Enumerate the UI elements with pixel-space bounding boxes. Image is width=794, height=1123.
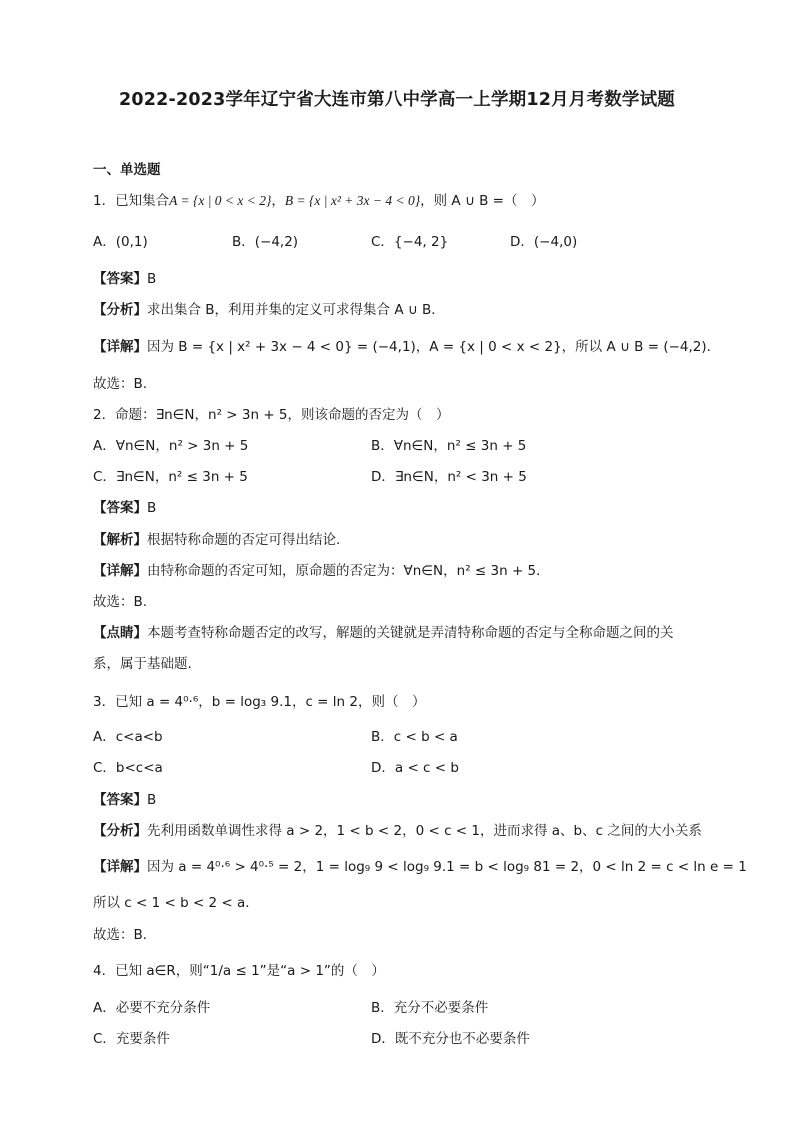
q1-analysis xyxy=(93,300,445,320)
q3-option-a: A．c<a<b xyxy=(93,729,163,745)
q1-detail-text: 因为 B = {x | x² + 3x − 4 < 0} = (−4,1)，A = {x | 0 < x < 2}，所以 A ∪ B = (−4,2)． xyxy=(147,339,721,355)
q2-analysis xyxy=(93,530,340,550)
q1-option-a: A．(0,1) xyxy=(93,234,148,250)
q2-analysis-text: 根据特称命题的否定可得出结论. xyxy=(147,532,341,548)
q3-stem: 3．已知 a = 4⁰·⁶，b = log₃ 9.1，c = ln 2，则（ ） xyxy=(93,694,426,710)
answer-tag: 【答案】 xyxy=(93,792,147,808)
detail-tag: 【详解】 xyxy=(93,563,147,579)
q3-option-d: D．a < c < b xyxy=(371,760,459,776)
q3-conclusion: 所以 c < 1 < b < 2 < a． xyxy=(93,895,259,911)
analysis-tag: 【分析】 xyxy=(93,302,147,318)
q1-stem xyxy=(93,191,545,211)
q1-set-a: A = {x | 0 < x < 2} xyxy=(169,193,272,208)
q2-detail-text: 由特称命题的否定可知，原命题的否定为：∀n∈N，n² ≤ 3n + 5． xyxy=(147,563,550,579)
q2-answer xyxy=(93,498,156,518)
q4-option-c: C．充要条件 xyxy=(93,1031,170,1047)
q2-comment xyxy=(93,623,674,643)
q4-option-d: D．既不充分也不必要条件 xyxy=(371,1031,530,1047)
answer-tag: 【答案】 xyxy=(93,500,147,516)
q1-stem-prefix: 1．已知集合 xyxy=(93,193,170,209)
q2-choice: 故选：B. xyxy=(93,594,148,610)
q2-stem: 2．命题：∃n∈N，n² > 3n + 5，则该命题的否定为（ ） xyxy=(93,407,450,423)
document-title: 2022-2023学年辽宁省大连市第八中学高一上学期12月月考数学试题 xyxy=(118,90,676,110)
q1-analysis-text: 求出集合 B，利用并集的定义可求得集合 A ∪ B． xyxy=(147,302,445,318)
q2-comment-text-1: 本题考查特称命题否定的改写，解题的关键就是弄清特称命题的否定与全称命题之间的关 xyxy=(147,625,674,641)
answer-tag: 【答案】 xyxy=(93,271,147,287)
q1-option-d: D．(−4,0) xyxy=(510,234,578,250)
q3-analysis xyxy=(93,821,702,841)
detail-tag: 【详解】 xyxy=(93,859,147,875)
q3-analysis-text: 先利用函数单调性求得 a > 2，1 < b < 2，0 < c < 1，进而求得 a、b、c 之间的大小关系 xyxy=(147,823,702,839)
q3-detail-text: 因为 a = 4⁰·⁶ > 4⁰·⁵ = 2，1 = log₉ 9 < log₉ 9.1 = b < log₉ 81 = 2，0 < ln 2 = c < ln e = 1 xyxy=(147,859,747,875)
q1-stem-suffix: ，则 A ∪ B =（ ） xyxy=(420,193,545,209)
q1-choice: 故选：B. xyxy=(93,376,148,392)
q4-option-b: B．充分不必要条件 xyxy=(371,1000,489,1016)
q1-detail xyxy=(93,337,720,357)
q2-option-c: C．∃n∈N，n² ≤ 3n + 5 xyxy=(93,469,248,485)
q2-detail xyxy=(93,561,550,581)
q2-answer-value: B xyxy=(147,500,157,516)
detail-tag: 【详解】 xyxy=(93,339,147,355)
q3-choice: 故选：B． xyxy=(93,927,157,943)
q3-answer-value: B xyxy=(147,792,157,808)
q1-stem-sep: ， xyxy=(271,193,285,209)
q3-option-c: C．b<c<a xyxy=(93,760,163,776)
q4-stem: 4．已知 a∈R，则“1/a ≤ 1”是“a > 1”的（ ） xyxy=(93,963,385,979)
q3-answer xyxy=(93,790,156,810)
section-heading: 一、单选题 xyxy=(93,162,161,178)
comment-tag: 【点睛】 xyxy=(93,625,147,641)
q2-comment-cont: 系，属于基础题. xyxy=(93,656,192,672)
q2-option-a: A．∀n∈N，n² > 3n + 5 xyxy=(93,438,249,454)
q1-option-c: C．{−4, 2} xyxy=(371,234,449,250)
q2-option-d: D．∃n∈N，n² < 3n + 5 xyxy=(371,469,527,485)
q4-option-a: A．必要不充分条件 xyxy=(93,1000,211,1016)
q3-option-b: B．c < b < a xyxy=(371,729,458,745)
q2-option-b: B．∀n∈N，n² ≤ 3n + 5 xyxy=(371,438,527,454)
q1-option-b: B．(−4,2) xyxy=(232,234,299,250)
q1-answer-value: B xyxy=(147,271,157,287)
q1-answer xyxy=(93,269,156,289)
analysis-tag: 【分析】 xyxy=(93,823,147,839)
q3-detail xyxy=(93,857,747,877)
q1-set-b: B = {x | x² + 3x − 4 < 0} xyxy=(284,193,421,208)
analysis-tag: 【解析】 xyxy=(93,532,147,548)
